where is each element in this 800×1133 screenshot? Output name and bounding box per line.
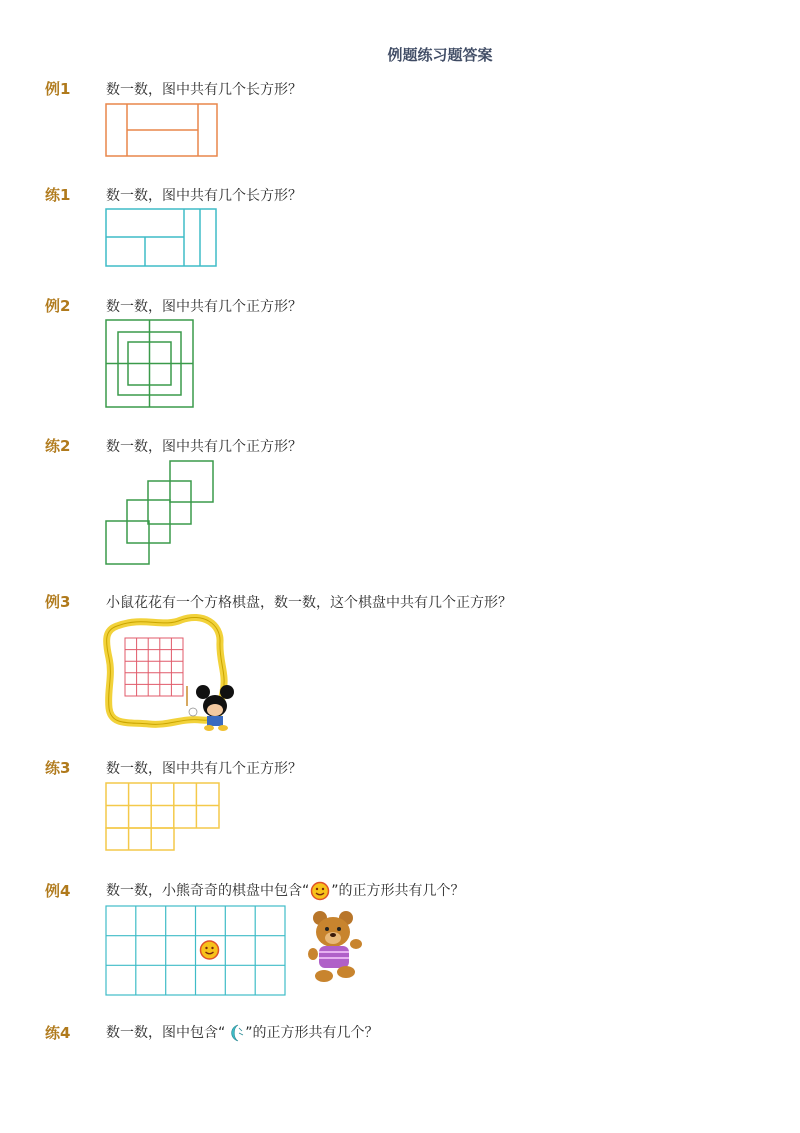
- item-label: 例3: [45, 593, 71, 611]
- smiley-face-icon: [201, 941, 219, 959]
- question-text: 数一数，图中共有几个正方形？: [106, 299, 302, 315]
- rectangle-figure-1: [105, 103, 219, 158]
- square-figure-staircase: [104, 459, 216, 567]
- question-text: 数一数，图中共有几个长方形？: [106, 82, 302, 98]
- smiley-face-icon: [310, 881, 330, 901]
- checkerboard-figure: [103, 614, 238, 732]
- item-label: 练2: [45, 437, 71, 455]
- item-label: 例4: [45, 882, 71, 900]
- item-label: 练4: [45, 1024, 71, 1042]
- question-text-after: ”的正方形共有几个？: [245, 1025, 379, 1041]
- bear-checkerboard-figure: [104, 904, 288, 998]
- item-label: 例1: [45, 80, 71, 98]
- item-label: 例2: [45, 297, 71, 315]
- question-text: 数一数，图中共有几个正方形？: [106, 439, 302, 455]
- square-figure-nested: [104, 318, 196, 410]
- question-text: [106, 1022, 379, 1043]
- question-text: [106, 880, 465, 901]
- question-text-before: 数一数，图中包含“: [106, 1025, 226, 1041]
- question-text: 小鼠花花有一个方格棋盘，数一数，这个棋盘中共有几个正方形？: [106, 595, 512, 611]
- question-text: 数一数，图中共有几个正方形？: [106, 761, 302, 777]
- question-text-after: ”的正方形共有几个？: [331, 883, 465, 899]
- cartoon-mouse-icon: [187, 685, 234, 731]
- item-label: 练1: [45, 186, 71, 204]
- crescent-moon-icon: [226, 1023, 244, 1043]
- rectangle-figure-2: [105, 208, 219, 268]
- cartoon-bear-icon: [304, 908, 368, 986]
- question-text: 数一数，图中共有几个长方形？: [106, 188, 302, 204]
- question-text-before: 数一数，小熊奇奇的棋盘中包含“: [106, 883, 310, 899]
- item-label: 练3: [45, 759, 71, 777]
- square-figure-grid: [104, 781, 222, 853]
- page-title: 例题练习题答案: [387, 46, 493, 64]
